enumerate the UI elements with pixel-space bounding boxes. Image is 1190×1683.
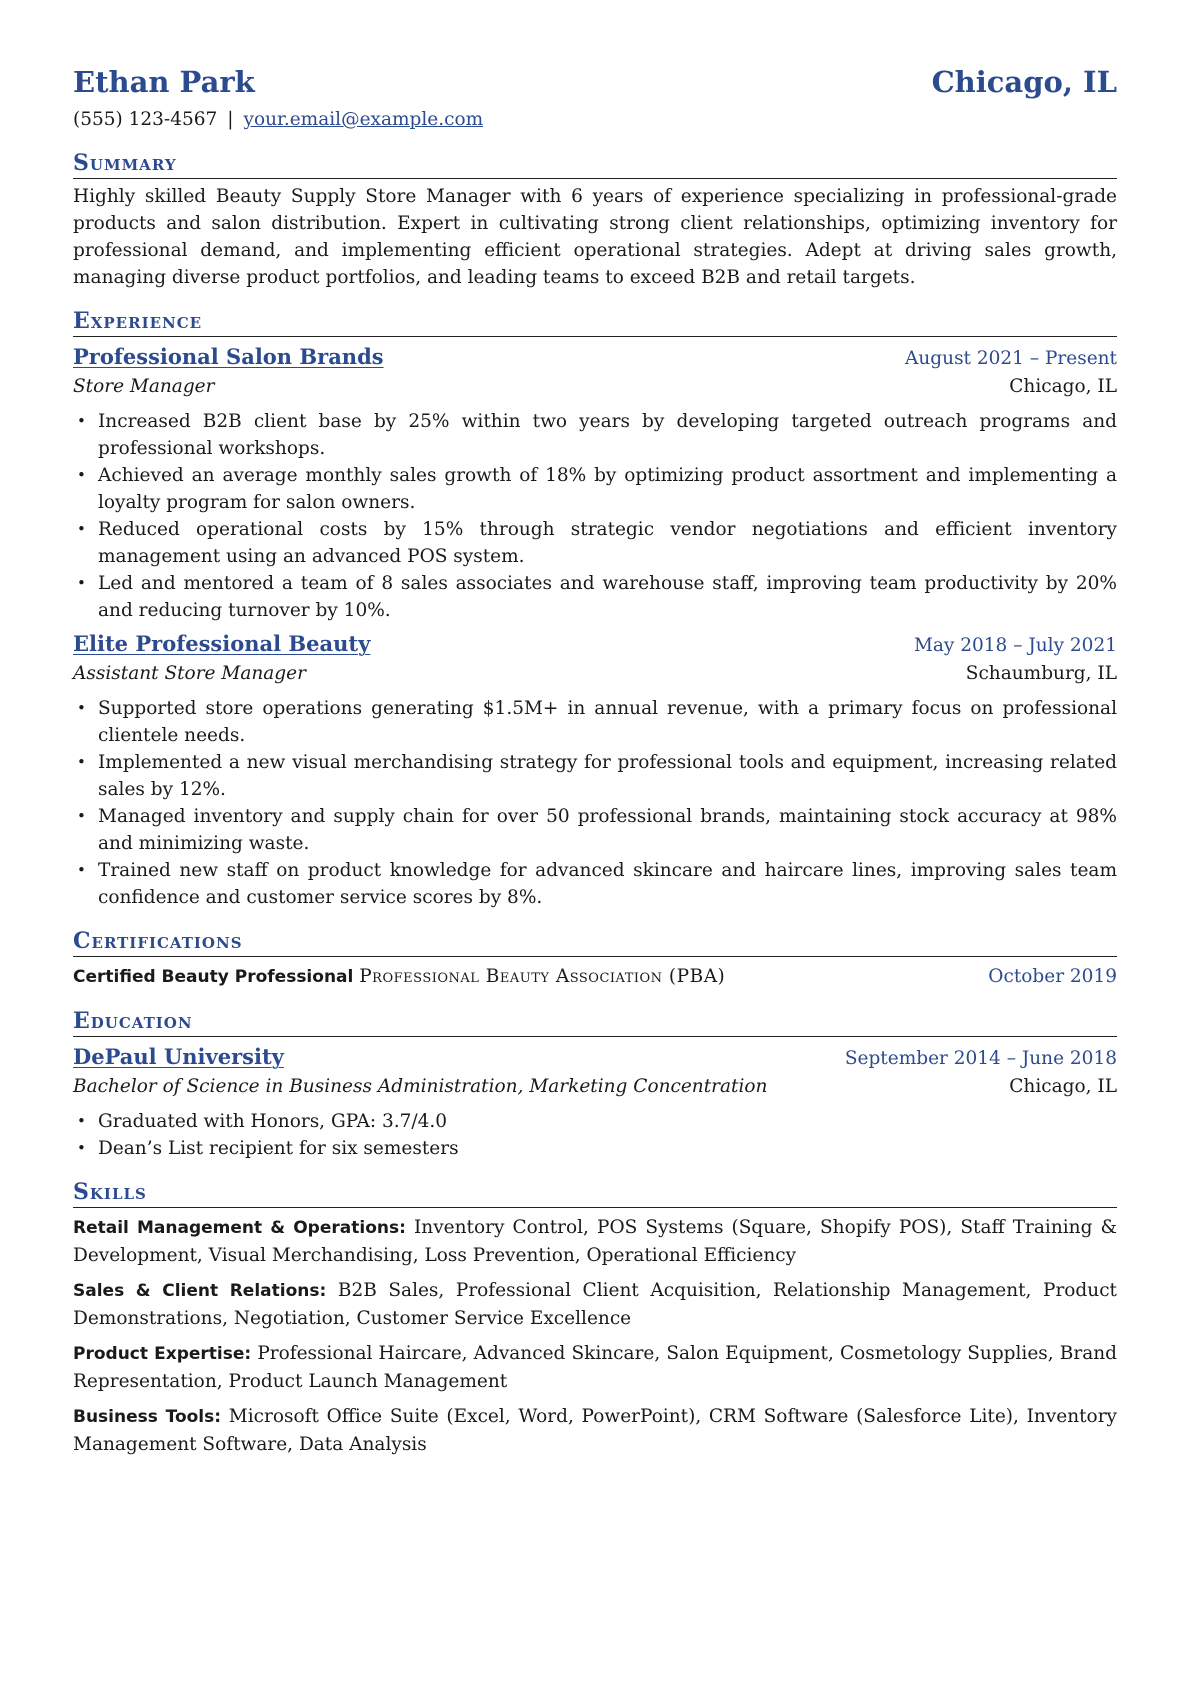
skill-group-text: B2B Sales, Professional Client Acquisition, Relationship Management, Product Demonstrations, Negotiation, Customer Service Excellence [73,1280,1117,1329]
candidate-location: Chicago, IL [931,65,1117,99]
skill-group-text: Microsoft Office Suite (Excel, Word, PowerPoint), CRM Software (Salesforce Lite), Inventory Management Software, Data Analysis [73,1406,1117,1455]
education-dates: September 2014 – June 2018 [844,1048,1117,1069]
email-link[interactable]: your.email@example.com [243,109,484,130]
candidate-name: Ethan Park [73,65,255,99]
job-role: Store Manager [73,376,215,397]
list-item: • Implemented a new visual merchandising strategy for professional tools and equipment, increasing related sales by 12%. [98,749,1117,803]
job-bullets [73,408,1117,624]
job-role: Assistant Store Manager [73,663,306,684]
skills-heading: Skills [73,1178,1117,1208]
skill-group-label: Product Expertise: [73,1344,252,1364]
certification-date: October 2019 [988,966,1117,987]
job-header [73,343,1117,372]
phone-number: (555) 123-4567 [73,109,218,130]
skill-group [73,1214,1117,1269]
certification-name: Certified Beauty Professional [73,967,354,987]
job-dates: May 2018 – July 2021 [913,635,1117,656]
list-item: • Graduated with Honors, GPA: 3.7/4.0 [98,1108,1117,1135]
job-dates: August 2021 – Present [905,348,1117,369]
education-location: Chicago, IL [1009,1076,1117,1097]
certification-entry [73,963,1117,991]
skill-group-label: Business Tools: [73,1407,222,1427]
skill-group-label: Sales & Client Relations: [73,1281,327,1301]
job-company[interactable]: Professional Salon Brands [73,344,384,369]
skill-group [73,1403,1117,1458]
job-location: Schaumburg, IL [965,663,1117,684]
school-name[interactable]: DePaul University [73,1044,284,1069]
job-entry [73,343,1117,624]
job-company[interactable]: Elite Professional Beauty [73,631,371,656]
list-item: • Supported store operations generating $1.5M+ in annual revenue, with a primary focus on professional clientele needs. [98,695,1117,749]
education-heading: Education [73,1007,1117,1037]
list-item: • Trained new staff on product knowledge for advanced skincare and haircare lines, improving sales team confidence and customer service scores by 8%. [98,857,1117,911]
skill-group-text: Inventory Control, POS Systems (Square, Shopify POS), Staff Training & Development, Visual Merchandising, Loss Prevention, Operational Efficiency [73,1217,1117,1266]
job-location: Chicago, IL [1009,376,1117,397]
skill-group-label: Retail Management & Operations: [73,1218,406,1238]
certification-details [73,963,725,991]
certifications-heading: Certifications [73,927,1117,957]
list-item: • Achieved an average monthly sales growth of 18% by optimizing product assortment and implementing a loyalty program for salon owners. [98,462,1117,516]
contact-separator: | [227,109,234,130]
degree-name: Bachelor of Science in Business Administration, Marketing Concentration [73,1076,768,1097]
contact-line [73,106,1117,133]
education-entry [73,1043,1117,1162]
certification-issuer: Professional Beauty Association (PBA) [359,966,726,987]
education-bullets [73,1108,1117,1162]
skill-group-text: Professional Haircare, Advanced Skincare, Salon Equipment, Cosmetology Supplies, Brand Representation, Product Launch Management [73,1343,1117,1392]
skill-group [73,1277,1117,1332]
list-item: • Increased B2B client base by 25% within two years by developing targeted outreach programs and professional workshops. [98,408,1117,462]
education-subheader [73,1073,1117,1100]
job-bullets [73,695,1117,911]
job-header [73,630,1117,659]
skill-group [73,1340,1117,1395]
experience-heading: Experience [73,307,1117,337]
resume-header [73,62,1117,102]
summary-text: Highly skilled Beauty Supply Store Manager with 6 years of experience specializing in professional-grade products and salon distribution. Expert in cultivating strong client relationships, optimizing inventory for professional demand, and implementing efficient operational strategies. Adept at driving sales growth, managing diverse product portfolios, and leading teams to exceed B2B and retail targets. [73,186,1117,288]
education-header [73,1043,1117,1072]
list-item: • Reduced operational costs by 15% through strategic vendor negotiations and efficient inventory management using an advanced POS system. [98,516,1117,570]
list-item: • Led and mentored a team of 8 sales associates and warehouse staff, improving team productivity by 20% and reducing turnover by 10%. [98,570,1117,624]
job-subheader [73,660,1117,687]
list-item: • Dean’s List recipient for six semesters [98,1135,1117,1162]
skills-list [73,1214,1117,1458]
job-subheader [73,373,1117,400]
summary-heading: Summary [73,149,1117,179]
list-item: • Managed inventory and supply chain for over 50 professional brands, maintaining stock accuracy at 98% and minimizing waste. [98,803,1117,857]
job-entry [73,630,1117,911]
